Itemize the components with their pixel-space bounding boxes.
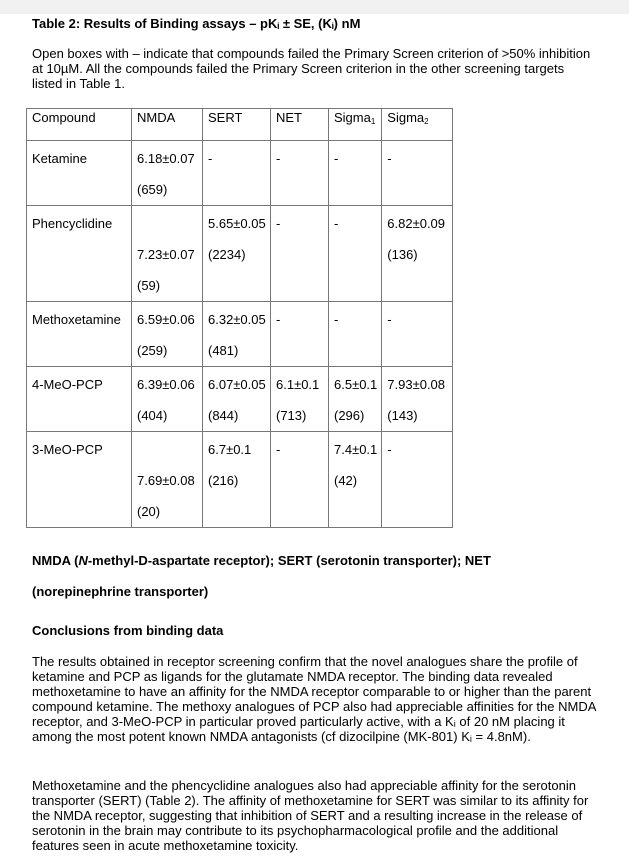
table-row: [27, 141, 453, 206]
cell-sert: 5.65±0.05 (2234): [203, 206, 271, 302]
cell-sigma1: -: [329, 206, 382, 302]
cell-nmda: 7.23±0.07 (59): [132, 206, 203, 302]
header-sigma1: Sigma$_1$: [329, 109, 382, 141]
cell-compound: Ketamine: [27, 141, 132, 206]
table-row: [27, 206, 453, 302]
conclusions-paragraph-1: The results obtained in receptor screening confirm that the novel analogues share the profile of ketamine and PCP as ligands for the glutamate NMDA receptor. The binding data revealed methoxetamine to have an affinity for the NMDA receptor comparable to or higher than the parent compound ketamine. The methoxy analogues of PCP also had appreciable affinities for the NMDA receptor, and 3-MeO-PCP in particular proved particularly active, with a Kᵢ of 20 nM placing it among the most potent known NMDA antagonists (cf dizocilpine (MK-801) Kᵢ = 4.8nM).: [32, 654, 596, 744]
cell-sigma2: -: [382, 432, 453, 528]
header-sert: SERT: [203, 109, 271, 141]
cell-sigma1: -: [329, 302, 382, 367]
conclusions-heading: Conclusions from binding data: [32, 623, 224, 638]
table-row: [27, 432, 453, 528]
binding-results-table: [26, 108, 453, 528]
cell-compound: Methoxetamine: [27, 302, 132, 367]
table-row: [27, 302, 453, 367]
cell-net: -: [271, 206, 329, 302]
cell-sigma1: -: [329, 141, 382, 206]
cell-net: -: [271, 302, 329, 367]
cell-compound: 4-MeO-PCP: [27, 367, 132, 432]
cell-sigma2: 7.93±0.08 (143): [382, 367, 453, 432]
conclusions-paragraph-2: Methoxetamine and the phencyclidine analogues also had appreciable affinity for the serotonin transporter (SERT) (Table 2). The affinity of methoxetamine for SERT was similar to its affinity for the NMDA receptor, suggesting that inhibition of SERT and a resulting increase in the release of serotonin in the brain may contribute to its psychopharmacological profile and the additional features seen in acute methoxetamine toxicity.: [32, 778, 589, 853]
abbreviations-footnote: NMDA (N-methyl-D-aspartate receptor); SERT (serotonin transporter); NET (norepinephrine transporter): [32, 553, 491, 599]
header-nmda: NMDA: [132, 109, 203, 141]
cell-sert: 6.07±0.05 (844): [203, 367, 271, 432]
table-note: Open boxes with – indicate that compounds failed the Primary Screen criterion of >50% inhibition at 10µM. All the compounds failed the Primary Screen criterion in the other screening targets listed in Table 1.: [32, 46, 591, 91]
cell-sert: 6.7±0.1 (216): [203, 432, 271, 528]
cell-sigma2: 6.82±0.09 (136): [382, 206, 453, 302]
header-net: NET: [271, 109, 329, 141]
cell-net: -: [271, 141, 329, 206]
viewer-top-bar: [0, 0, 629, 14]
cell-sert: -: [203, 141, 271, 206]
cell-net: -: [271, 432, 329, 528]
cell-sigma1: 7.4±0.1 (42): [329, 432, 382, 528]
cell-sigma1: 6.5±0.1 (296): [329, 367, 382, 432]
header-sigma2: Sigma$_2$: [382, 109, 453, 141]
cell-sert: 6.32±0.05 (481): [203, 302, 271, 367]
cell-nmda: 6.59±0.06 (259): [132, 302, 203, 367]
table-row: [27, 367, 453, 432]
table-title: Table 2: Results of Binding assays – pKᵢ ± SE, (Kᵢ) nM: [32, 16, 361, 31]
cell-compound: Phencyclidine: [27, 206, 132, 302]
table-header-row: [27, 109, 453, 141]
cell-nmda: 6.18±0.07 (659): [132, 141, 203, 206]
cell-compound: 3-MeO-PCP: [27, 432, 132, 528]
cell-sigma2: -: [382, 141, 453, 206]
cell-net: 6.1±0.1 (713): [271, 367, 329, 432]
cell-nmda: 7.69±0.08 (20): [132, 432, 203, 528]
cell-nmda: 6.39±0.06 (404): [132, 367, 203, 432]
header-compound: Compound: [27, 109, 132, 141]
cell-sigma2: -: [382, 302, 453, 367]
